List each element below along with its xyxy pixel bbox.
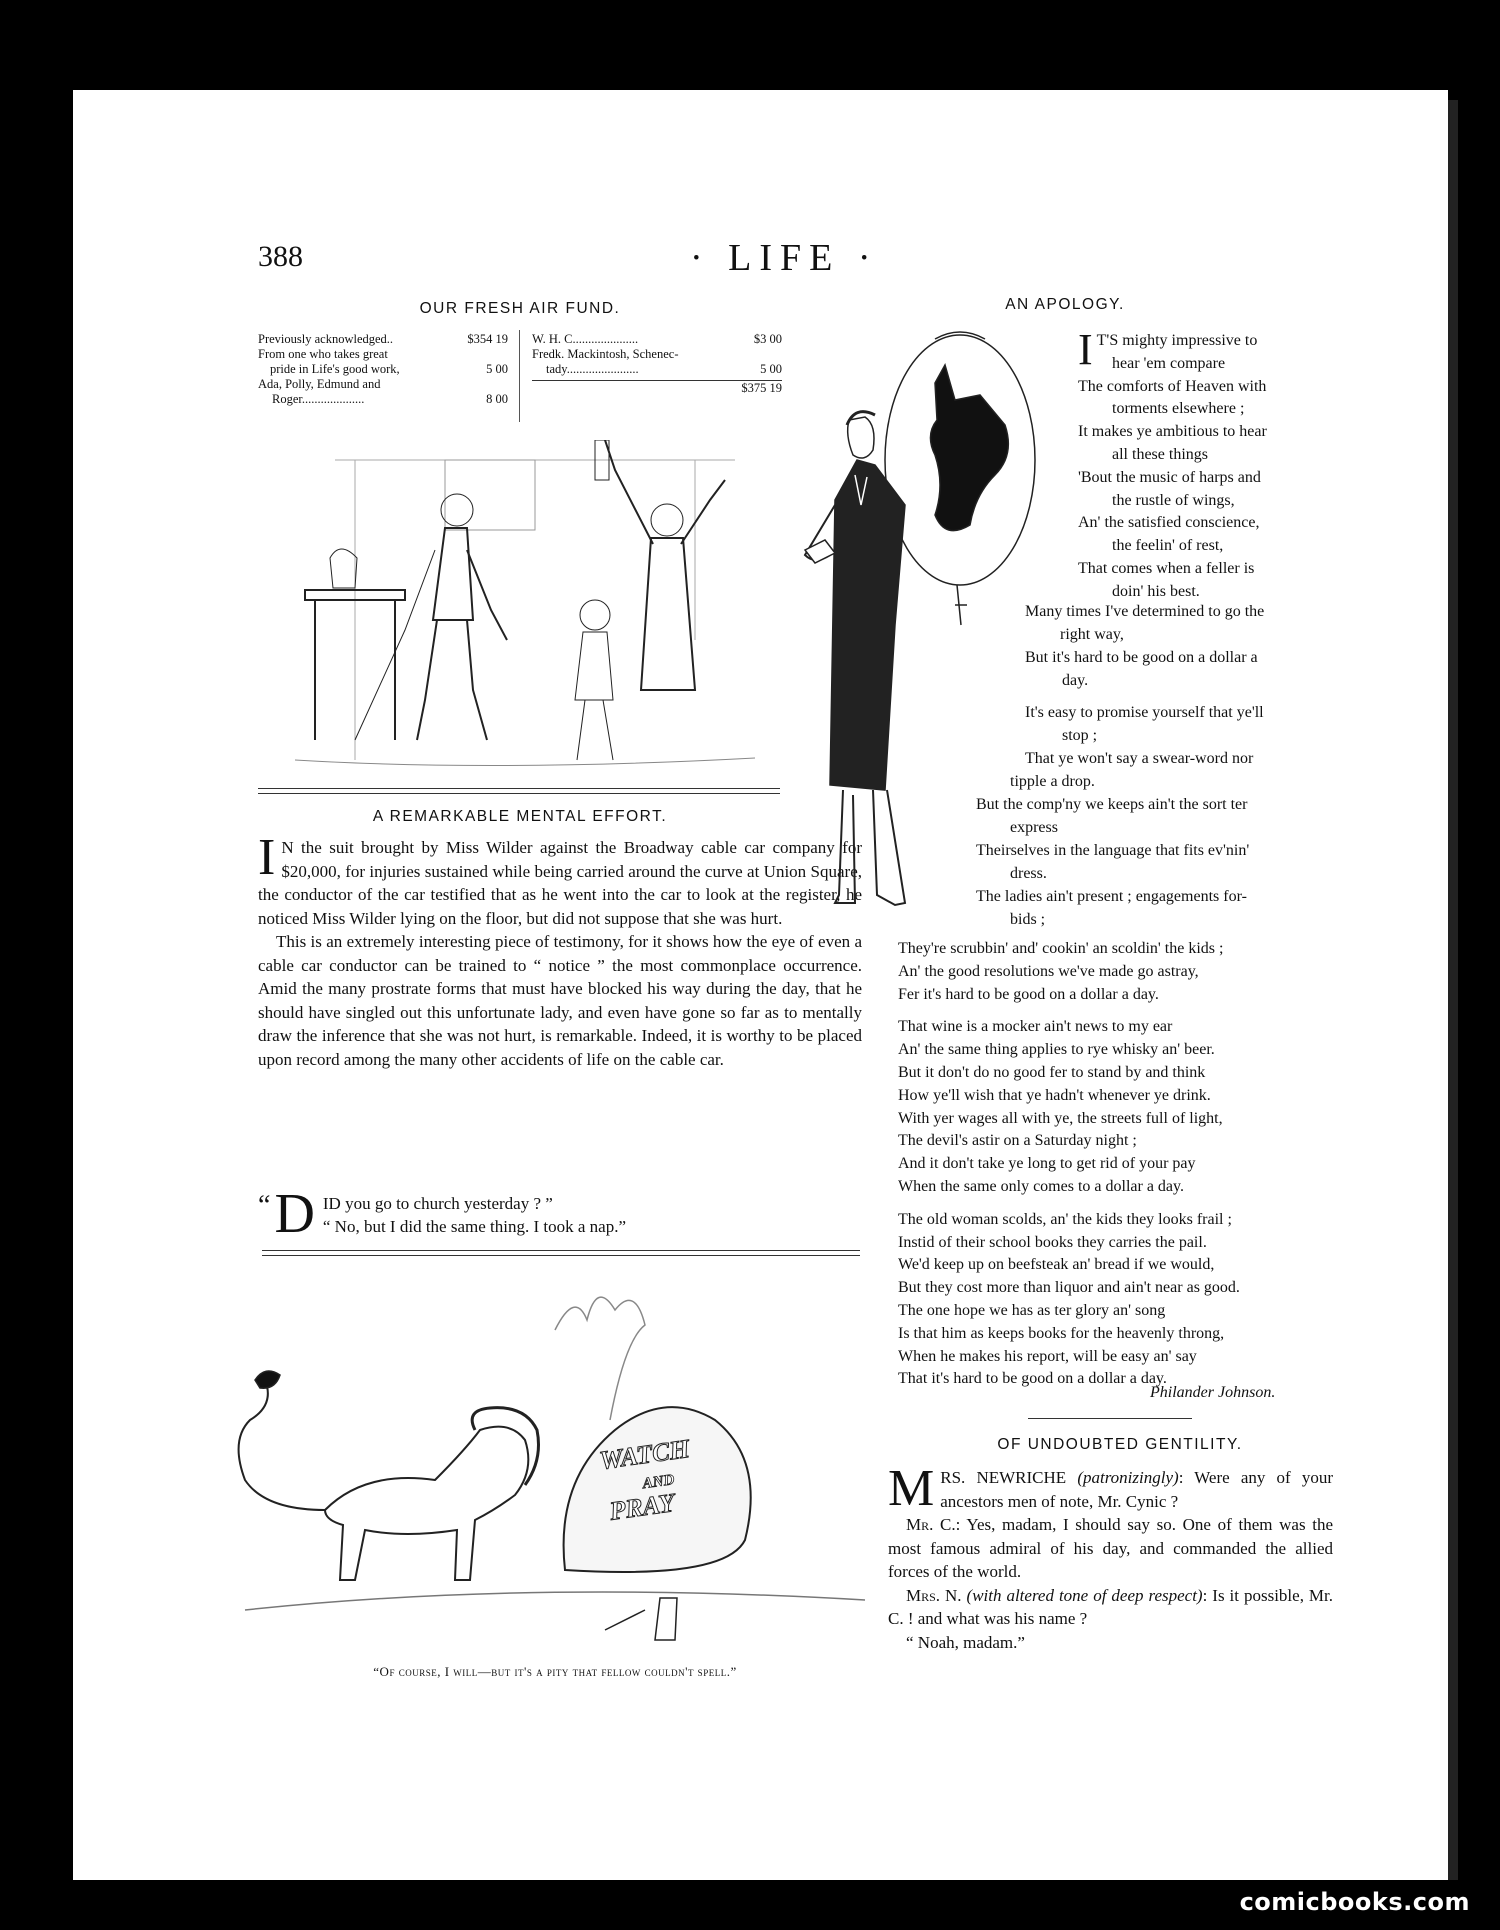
page-spine	[1448, 100, 1458, 1880]
poem-line: An' the satisfied conscience,	[1078, 514, 1260, 532]
poem-line: And it don't take ye long to get rid of your pay	[898, 1155, 1196, 1173]
poem-line: Fer it's hard to be good on a dollar a day.	[898, 985, 1159, 1003]
fund-row: W. H. C..................... $3 00	[532, 332, 782, 346]
page-number: 388	[258, 240, 303, 273]
poem-line: An' the good resolutions we've made go astray,	[898, 962, 1199, 980]
poem-line: doin' his best.	[1112, 582, 1200, 600]
stone-text: WATCH	[597, 1433, 692, 1476]
fund-list-left	[258, 332, 508, 407]
rule	[258, 788, 780, 789]
mental-effort-heading: A REMARKABLE MENTAL EFFORT.	[372, 808, 668, 825]
apology-heading: AN APOLOGY.	[1005, 296, 1125, 313]
poem-line: the feelin' of rest,	[1112, 537, 1224, 555]
poem-line: torments elsewhere ;	[1112, 400, 1245, 418]
gentility-article	[888, 1460, 1334, 1654]
gentility-heading: OF UNDOUBTED GENTILITY.	[997, 1436, 1243, 1453]
joke-line: ID you go to church yesterday ? ”	[322, 1194, 553, 1213]
fund-row: Fredk. Mackintosh, Schenec-	[532, 347, 679, 361]
rule	[262, 1250, 860, 1251]
lion-cartoon	[225, 1280, 875, 1650]
poem-signature: Philander Johnson.	[1150, 1384, 1276, 1401]
dialogue-line: Mrs. N. (with altered tone of deep respect): Is it possible, Mr. C. ! and what was his name ?	[888, 1585, 1334, 1628]
fund-list-right	[532, 332, 782, 396]
fund-row: From one who takes great	[258, 347, 388, 361]
poem-line: tipple a drop.	[1010, 773, 1095, 790]
poem-line: That it's hard to be good on a dollar a day.	[898, 1370, 1167, 1388]
dialogue-line: MRS. NEWRICHE (patronizingly): Were any of your ancestors men of note, Mr. Cynic ?	[888, 1460, 1334, 1517]
poem-line: But they cost more than liquor and ain't near as good.	[898, 1279, 1240, 1297]
drop-cap: I	[1078, 325, 1093, 374]
poem-line: An' the same thing applies to rye whisky an' beer.	[898, 1041, 1215, 1059]
poem-line: Is that him as keeps books for the heavenly throng,	[898, 1324, 1225, 1342]
poem-line: That ye won't say a swear-word nor	[1025, 750, 1254, 767]
poem-line: dress.	[1010, 865, 1047, 882]
poem-line: the rustle of wings,	[1112, 491, 1235, 509]
poem-line: 'Bout the music of harps and	[1078, 468, 1261, 486]
fund-row: tady....................... 5 00	[546, 362, 782, 376]
poem-line: How ye'll wish that ye hadn't whenever ye drink.	[898, 1086, 1211, 1104]
poem-line: That wine is a mocker ain't news to my ear	[898, 1018, 1173, 1036]
fund-row: Previously acknowledged.. $354 19	[258, 332, 508, 346]
poem-line: day.	[1062, 672, 1089, 689]
poem-line: The comforts of Heaven with	[1078, 377, 1267, 395]
fund-total-row: $375 19	[532, 380, 782, 396]
poem-line: express	[1010, 819, 1058, 836]
poem-line: Instid of their school books they carries the pail.	[898, 1233, 1207, 1251]
dialogue-line: Mr. C.: Yes, madam, I should say so. One of them was the most famous admiral of his day, and commanded the allied forces of the world.	[888, 1515, 1333, 1581]
poem-line: We'd keep up on beefsteak an' bread if we would,	[898, 1256, 1215, 1274]
poem-line: right way,	[1060, 626, 1124, 643]
poem-line: But it's hard to be good on a dollar a	[1025, 649, 1258, 666]
fund-row: Roger.................... 8 00	[272, 392, 508, 406]
poem-line: The devil's astir on a Saturday night ;	[898, 1132, 1137, 1150]
poem-line: all these things	[1112, 445, 1208, 463]
joke-line: “ No, but I did the same thing. I took a nap.”	[322, 1217, 626, 1236]
article-paragraph: This is an extremely interesting piece of testimony, for it shows how the eye of even a cable car conductor can be trained to “ notice ” the most commonplace occurrence. Amid the many prostrate forms that must have blocked his way during the day, that he should have singled out this unfortunate lady, and even have gone so far as to mentally draw the inference that she was not hurt, is remarkable. Indeed, it is worthy to be placed upon record among the many other accidents of life on the cable car.	[258, 932, 862, 1069]
poem-line: hear 'em compare	[1112, 354, 1226, 372]
poem-line: Many times I've determined to go the	[1025, 603, 1265, 620]
poem-line: They're scrubbin' and' cookin' an scoldin' the kids ;	[898, 940, 1224, 957]
poem-line: The old woman scolds, an' the kids they looks frail ;	[898, 1210, 1232, 1228]
dialogue-line: “ Noah, madam.”	[906, 1632, 1025, 1652]
poem-line: stop ;	[1062, 727, 1098, 744]
rule	[1028, 1418, 1192, 1419]
fresh-air-fund-heading: OUR FRESH AIR FUND.	[419, 300, 621, 317]
rule	[258, 793, 780, 794]
apology-stanza-1	[1078, 325, 1330, 604]
poem-line: When he makes his report, will be easy an' say	[898, 1347, 1197, 1365]
poem-line: It's easy to promise yourself that ye'll	[1025, 704, 1264, 721]
next-page-edge	[1458, 100, 1500, 1880]
site-watermark: comicbooks.com	[1239, 1888, 1470, 1916]
drop-cap: I	[258, 829, 276, 886]
poem-line: Theirselves in the language that fits ev'nin'	[976, 842, 1250, 859]
poem-line: That comes when a feller is	[1078, 559, 1255, 577]
open-quote: “	[258, 1190, 271, 1221]
apology-stanzas-3-4	[898, 938, 1338, 1391]
cartoon-caption: “Of course, I will—but it's a pity that fellow couldn't spell.”	[373, 1664, 737, 1679]
poem-line: But it don't do no good fer to stand by and think	[898, 1063, 1206, 1081]
family-illustration	[295, 440, 765, 780]
rule	[262, 1255, 860, 1256]
drop-cap: M	[888, 1460, 935, 1517]
article-paragraph: I N the suit brought by Miss Wilder against the Broadway cable car company for $20,000, for injuries sustained while being carried around the curve at Union Square, the conductor of the car testified that as he went into the car to look at the register, he noticed Miss Wilder lying on the floor, but did not suppose that she was hurt.	[258, 829, 862, 928]
fund-divider	[519, 330, 520, 422]
poem-line: But the comp'ny we keeps ain't the sort ter	[976, 796, 1248, 813]
poem-line: bids ;	[1010, 911, 1046, 928]
poem-line: T'S mighty impressive to	[1096, 332, 1258, 349]
drop-cap: D	[274, 1183, 315, 1245]
stone-text: PRAY	[607, 1487, 677, 1526]
church-joke	[258, 1183, 858, 1245]
fund-row: Ada, Polly, Edmund and	[258, 377, 381, 391]
poem-line: With yer wages all with ye, the streets full of light,	[898, 1109, 1223, 1127]
poem-line: The ladies ain't present ; engagements for-	[976, 888, 1247, 905]
fund-row: pride in Life's good work, 5 00	[270, 362, 508, 376]
poem-line: It makes ye ambitious to hear	[1078, 423, 1267, 441]
poem-line: When the same only comes to a dollar a day.	[898, 1177, 1184, 1195]
stone-text: AND	[641, 1471, 676, 1493]
mental-effort-article	[258, 829, 862, 1071]
poem-line: The one hope we has as ter glory an' song	[898, 1301, 1166, 1319]
masthead: · LIFE ·	[690, 237, 879, 279]
